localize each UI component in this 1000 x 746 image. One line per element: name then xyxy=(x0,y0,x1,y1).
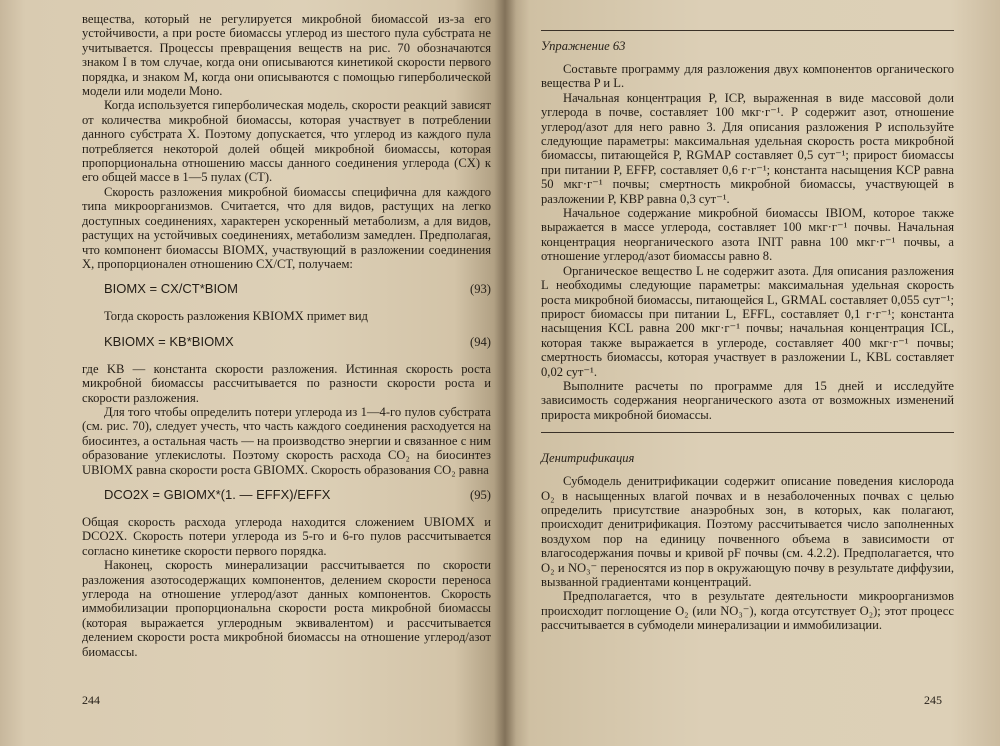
formula-expression: DCO2X = GBIOMX*(1. — EFFX)/EFFX xyxy=(104,486,331,502)
divider xyxy=(541,30,954,31)
paragraph: Для того чтобы определить потери углерода из 1—4-го пулов субстрата (см. рис. 70), следует учесть, что часть каждого соединения расходуется на биосинтез, а остальная часть — на производство энергии и связанное с ним образование углекислоты. Поэтому скорость расхода CO₂ на биосинтез UBIOMX равна скорости роста GBIOMX. Скорость образования CO₂ равна xyxy=(82,404,491,477)
page-number: 244 xyxy=(82,693,100,707)
formula-expression: BIOMX = CX/CT*BIOM xyxy=(104,281,238,297)
paragraph: Составьте программу для разложения двух компонентов органического вещества P и L. xyxy=(541,62,954,91)
formula-expression: KBIOMX = KB*BIOMX xyxy=(104,333,234,349)
right-page xyxy=(505,0,1000,746)
paragraph: где KB — константа скорости разложения. Истинная скорость роста микробной биомассы рассчитывается по разности скорости роста и скорости разложения. xyxy=(82,361,491,405)
paragraph: вещества, который не регулируется микробной биомассой из-за его устойчивости, а при росте биомассы углерод из шестого пула субстрата не учитывается. Процессы превращения веществ на рис. 70 обозначаются знаком I в том случае, когда они описываются кинетикой скорости первого порядка, и знаком M, когда они описываются с помощью гиперболической модели или модели Моно. xyxy=(82,12,491,99)
formula-93 xyxy=(82,281,491,297)
exercise-heading: Упражнение 63 xyxy=(541,39,626,53)
paragraph: Скорость разложения микробной биомассы специфична для каждого типа микроорганизмов. Считается, что для видов, растущих на легко доступных соединениях, характерен ускоренный метаболизм, а для видов, растущих на устойчивых соединениях, метаболизм замедлен. Предполагая, что компонент биомассы BIOMX, участвующий в разложении соединения X, пропорционален отношению CX/CT, получаем: xyxy=(82,184,491,271)
paragraph: Предполагается, что в результате деятельности микроорганизмов происходит поглощение O₂ (или NO₃⁻), когда отсутствует O₂); этот процесс рассчитывается в субмодели минерализации и иммобилизации. xyxy=(541,589,954,633)
paragraph: Наконец, скорость минерализации рассчитывается по скорости разложения азотосодержащих компонентов, делением скорости переноса углерода на отношение углерод/азот данных компонентов. Скорость иммобилизации пропорциональна скорости роста микробной биомассы (которая выражается углеродным эквивалентом) и рассчитывается делением скорости роста микробной биомассы на отношение углерод/азот биомассы. xyxy=(82,558,491,659)
paragraph: Тогда скорость разложения KBIOMX примет вид xyxy=(104,309,368,324)
section-heading: Денитрификация xyxy=(541,451,635,466)
formula-95 xyxy=(82,487,491,503)
paragraph: Субмодель денитрификации содержит описание поведения кислорода O₂ в насыщенных влагой почвах и в незаболоченных почвах с целью определить присутствие анаэробных зон, в которых, как полагают, происходит денитрификация. Поэтому рассчитывается число заполненных воздухом пор на единицу почвенного объема в зависимости от влагосодержания почвы и кривой pF почвы (см. 4.2.2). Предполагается, что O₂ и NO₃⁻ переносятся из пор в окружающую почву в результате диффузии, вызванной градиентами концентраций. xyxy=(541,474,954,589)
equation-number: (93) xyxy=(470,282,491,297)
equation-number: (95) xyxy=(470,487,491,502)
page-number: 245 xyxy=(924,693,942,707)
book-gutter xyxy=(494,0,516,746)
paragraph: Когда используется гиперболическая модель, скорости реакций зависят от количества микробной биомассы, которая участвует в потреблении данного субстрата X. Поэтому допускается, что углерод из каждого пула потребляется некоторой долей общей микробной биомассы, которая пропорциональна отношению массы данного соединения углерода (CX) к его общей массе в 1—5 пулах (CT). xyxy=(82,98,491,185)
paragraph: Органическое вещество L не содержит азота. Для описания разложения L необходимы следующие параметры: максимальная удельная скорость роста микробной биомассы, питающейся L, GRMAL составляет 0,055 сут⁻¹; прирост биомассы при питании L, EFFL, составляет 0,1 г·г⁻¹; константа насыщения KCL равна 200 мкг·г⁻¹ почвы; начальная концентрация ICL, которая также выражается в углероде, составляет 400 мкг·г⁻¹ почвы; смертность биомассы, которая участвует в разложении L, KBL составляет 0,02 сут⁻¹. xyxy=(541,263,954,379)
equation-number: (94) xyxy=(470,334,491,349)
paragraph: Общая скорость расхода углерода находится сложением UBIOMX и DCO2X. Скорость потери углерода из 5-го и 6-го пулов рассчитывается согласно кинетике скорости первого порядка. xyxy=(82,514,491,558)
paragraph: Начальная концентрация P, ICP, выраженная в виде массовой доли углерода в почве, составляет 100 мкг·г⁻¹. P содержит азот, отношение углерод/азот для него равно 3. Для описания разложения P используйте следующие параметры: максимальная удельная скорость роста микробной биомассы, питающейся P, RGMAP составляет 0,5 сут⁻¹; прирост биомассы при питании P, EFFP, составляет 0,6 г·г⁻¹; константа насыщения KCP равна 50 мкг·г⁻¹ почвы; смертность микробной биомассы, участвующей в разложении P, KBP равна 0,3 сут⁻¹. xyxy=(541,90,954,206)
formula-94 xyxy=(82,334,491,350)
paragraph: Выполните расчеты по программе для 15 дней и исследуйте зависимость содержания неорганического азота от возможных изменений прироста микробной биомассы. xyxy=(541,378,954,422)
paragraph: Начальное содержание микробной биомассы IBIOM, которое также выражается в массе углерода, составляет 100 мкг·г⁻¹ почвы. Начальная концентрация неорганического азота INIT равна 100 мкг·г⁻¹ почвы, а отношение углерод/азот биомассы равно 8. xyxy=(541,206,954,264)
